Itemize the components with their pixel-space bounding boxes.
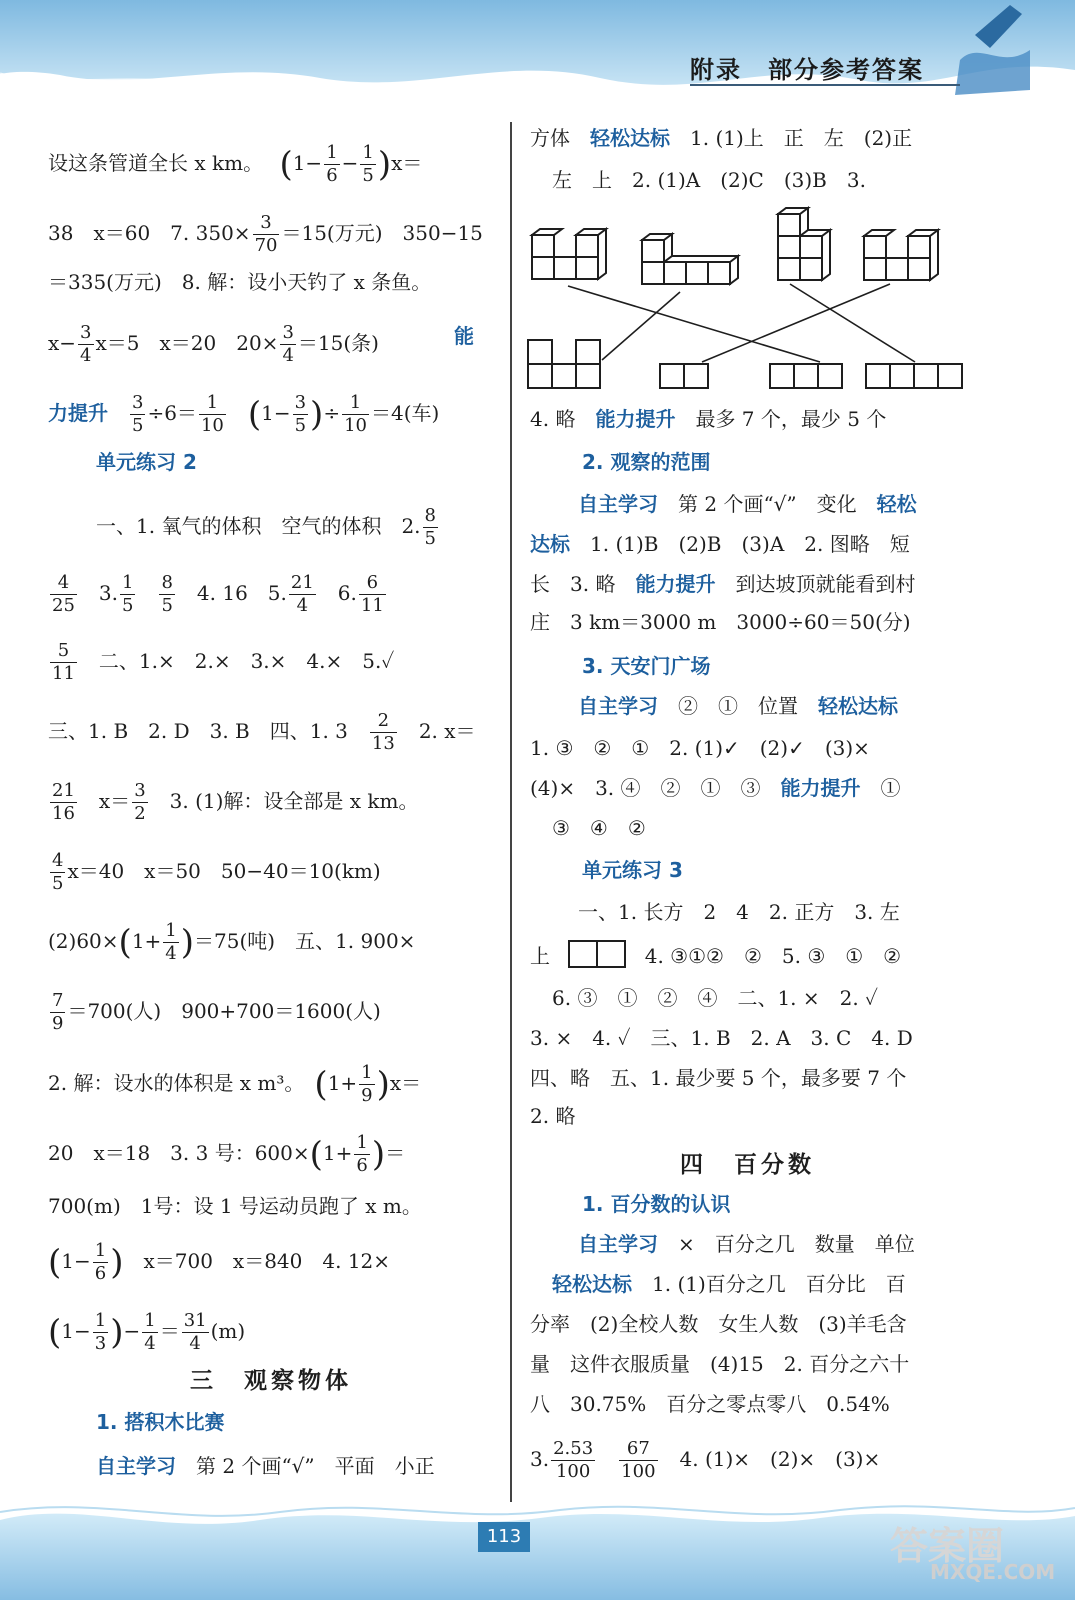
left-line-5: 力提升 $\frac{3}{5}$ ÷6＝ $\frac{1}{10}$ (1− $\frac{3}{5}$ )÷ $\frac{1}{10}$ ＝4(车) (48, 392, 440, 436)
right-unit-3-heading: 单元练习 3 (582, 858, 683, 882)
block-figure-d (864, 230, 938, 280)
left-line-19: (1− $\frac{1}{3}$ )− $\frac{1}{4}$ ＝ $\frac{31}{4}$ (m) (48, 1310, 246, 1354)
left-unit-2-heading: 单元练习 2 (96, 450, 197, 474)
right-line-14: 6. ③ ① ② ④ 二、1. × 2. ✓ (552, 986, 878, 1010)
right-line-16: 四、略 五、1. 最少要 5 个，最多要 7 个 (530, 1066, 907, 1090)
left-line-7: 一、1. 氧气的体积 空气的体积 2. $\frac{8}{5}$ (96, 505, 436, 549)
view-1 (528, 340, 600, 388)
left-line-14: $\frac{7}{9}$ ＝700(人) 900+700＝1600(人) (52, 990, 381, 1034)
two-square-view-icon (568, 940, 626, 975)
left-line-9: $\frac{5}{11}$ 二、1.× 2.× 3.× 4.× 5.✓ (52, 640, 395, 684)
left-line-12: $\frac{4}{5}$ x＝40 x＝50 50−40＝10(km) (52, 850, 381, 894)
right-line-12: 一、1. 长方 2 4 2. 正方 3. 左 (578, 900, 900, 924)
right-line-3: 4. 略 能力提升 最多 7 个，最少 5 个 (530, 407, 887, 431)
right-line-9: 1. ③ ② ① 2. (1)✓ (2)✓ (3)× (530, 736, 870, 760)
view-4 (866, 364, 962, 388)
left-sub-heading-blocks: 1. 搭积木比赛 (96, 1410, 225, 1434)
left-line-18: (1− $\frac{1}{6}$ ) x＝700 x＝840 4. 12× (48, 1240, 391, 1284)
block-figure-b (642, 234, 738, 284)
right-line-19: 轻松达标 1. (1)百分之几 百分比 百 (552, 1272, 906, 1296)
right-line-20: 分率 (2)全校人数 女生人数 (3)羊毛含 (530, 1312, 907, 1336)
left-line-4: x− $\frac{3}{4}$ x＝5 x＝20 20× $\frac{3}{4}$ ＝15(条) 能 (48, 322, 474, 366)
left-line-15: 2. 解：设水的体积是 x m³。 (1+ $\frac{1}{9}$ )x＝ (48, 1062, 422, 1106)
right-line-22: 八 30.75% 百分之零点零八 0.54% (530, 1392, 890, 1416)
left-line-16: 20 x＝18 3. 3 号：600×(1+ $\frac{1}{6}$ )＝ (48, 1132, 406, 1176)
right-line-21: 量 这件衣服质量 (4)15 2. 百分之六十 (530, 1352, 910, 1376)
left-line-13: (2)60×(1+ $\frac{1}{4}$ )＝75(吨) 五、1. 900× (48, 920, 416, 964)
left-line-8: $\frac{4}{25}$ 3. $\frac{1}{5}$ $\frac{8}{5}$ 4. 16 5. $\frac{21}{4}$ 6. $\frac{6}{11}$ (52, 572, 384, 616)
right-line-13: 上 4. ③①② ② 5. ③ ① ② (530, 940, 901, 975)
right-line-18: 自主学习 × 百分之几 数量 单位 (578, 1232, 915, 1256)
page-number: 113 (478, 1522, 530, 1552)
right-line-4: 自主学习 第 2 个画“√” 变化 轻松 (578, 492, 917, 516)
right-line-11: ③ ④ ② (552, 816, 646, 840)
view-2 (660, 364, 708, 388)
left-line-17: 700(m) 1号：设 1 号运动员跑了 x m。 (48, 1194, 422, 1218)
right-sub-heading-range: 2. 观察的范围 (582, 450, 711, 474)
matching-lines (568, 284, 915, 362)
left-line-3: ＝335(万元) 8. 解：设小天钓了 x 条鱼。 (48, 270, 432, 294)
view-3 (770, 364, 842, 388)
right-line-7: 庄 3 km＝3000 m 3000÷60＝50(分) (530, 610, 911, 634)
block-figure-c (778, 208, 830, 280)
right-sub-heading-tiananmen: 3. 天安门广场 (582, 654, 711, 678)
right-line-1: 方体 轻松达标 1. (1)上 正 左 (2)正 (530, 126, 913, 150)
right-line-5: 达标 1. (1)B (2)B (3)A 2. 图略 短 (530, 532, 910, 556)
right-line-2: 左 上 2. (1)A (2)C (3)B 3. (552, 168, 866, 192)
left-line-1: 设这条管道全长 x km。 (1− $\frac{1}{6}$ − $\frac{1}{5}$ )x＝ (48, 142, 423, 186)
header-title: 附录 部分参考答案 (690, 55, 924, 84)
right-line-15: 3. × 4. ✓ 三、1. B 2. A 3. C 4. D (530, 1026, 913, 1050)
column-divider (510, 122, 512, 1502)
right-line-23: 3. $\frac{2.53}{100}$ $\frac{67}{100}$ 4. (1)× (2)× (3)× (530, 1438, 881, 1482)
right-sub-heading-percent: 1. 百分数的认识 (582, 1192, 731, 1216)
section-heading-percent: 四 百分数 (680, 1151, 815, 1178)
section-heading-observe: 三 观察物体 (190, 1367, 352, 1394)
watermark-url: MXQE.COM (930, 1560, 1056, 1584)
cube-matching-figure (520, 200, 970, 400)
right-line-10: (4)× 3. ④ ② ① ③ 能力提升 ① (530, 776, 901, 800)
right-line-17: 2. 略 (530, 1104, 576, 1128)
right-line-6: 长 3. 略 能力提升 到达坡顶就能看到村 (530, 572, 916, 596)
right-line-8: 自主学习 ② ① 位置 轻松达标 (578, 694, 898, 718)
block-figure-a (532, 229, 606, 279)
left-line-20: 自主学习 第 2 个画“√” 平面 小正 (96, 1454, 435, 1478)
left-line-11: $\frac{21}{16}$ x＝ $\frac{3}{2}$ 3. (1)解：设全部是 x km。 (52, 780, 419, 824)
left-line-10: 三、1. B 2. D 3. B 四、1. 3 $\frac{2}{13}$ 2. x＝ (48, 710, 476, 754)
left-line-2: 38 x＝60 7. 350× $\frac{3}{70}$ ＝15(万元) 350−15 (48, 212, 483, 256)
watermark-logo: 答案圈 (890, 1524, 1005, 1568)
header-rule (690, 84, 960, 86)
